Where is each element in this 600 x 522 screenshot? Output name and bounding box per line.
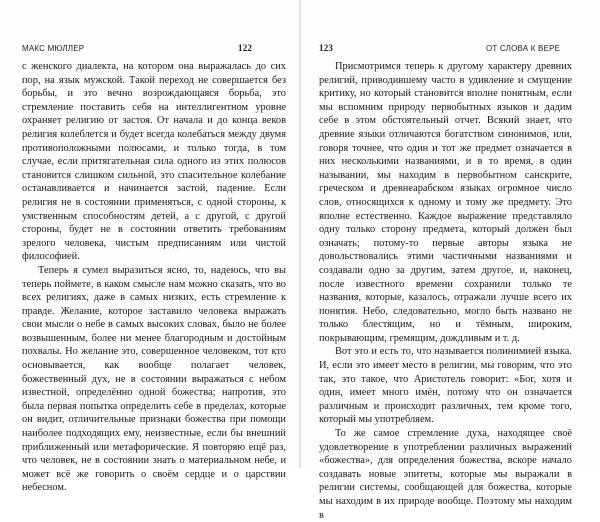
left-paragraph-2: Теперь я сумел выразиться ясно, то, надеюсь, что вы теперь поймете, в каком смысле нам можно сказать, что во всех религиях, даже в самых низких, есть стремление к правде. Желание, которое заставило человека выражать свои мысли о небе в самых высоких словах, было не более возвышенным, более ни менее благородным и достойным похвалы. Но желание это, совершенное человеком, тот кто основывается, как вообще полагает человек, божественный дух, не в состоянии выражаться с небом известной, определённо одной божества; напротив, это была первая попытка определить себе в пределах, которые он видит, отличительные признаки божества при помощи наиболее подходящих ему, неизвестные, если бы внешний приближенный или метафорические. Я повторяю ещё раз, что человек, не в состоянии знать о материальном небе, и может всё же говорить о своём сердце и о царствии небесном. [22,264,286,494]
right-paragraph-1: Присмотримся теперь к другому характеру древних религий, приводившему часто в удивление и смущение критику, но который становится вполне понятным, если мы вспомним природу первобытных языков и дадим себе в этом обстоятельный отчет. Всякий знает, что древние языки отличаются богатством синонимов, или, говоря точнее, что один и тот же предмет означается в них несколькими названиями, и в то время, в один назывании, мы находим в первобытном санскрите, греческом и древнеарабском языках огромное число слов, относящихся к одному и тому же предмету. Это вполне естественно. Каждое выражение представляло одну только сторону предмета, который должен был означать; потому-то первые авторы языка не довольствовались этими частичными названиями и создавали одно за другим, затем другое, и, наконец, после известного времени сохранили только те названия, которые, казалось, отражали лучше всего их понятия. Небо, следовательно, могло быть названо не только блестящим, но и тёмным, широким, покрывающим, гремящим, дождливым и т. д. [319,61,572,344]
right-page-number: 123 [319,43,334,53]
left-page-number: 122 [238,43,253,53]
right-paragraph-3: То же самое стремление духа, находящее своё удовлетворение в употреблении различных выражений «божества», для определения божества, вскоре начало создавать новые эпитеты, которые мы выражали в религии системы, сообщающей для божества, которые мы находим в их природе вообще. Поэтому мы находим в [319,428,572,521]
right-body-text [319,60,572,521]
left-paragraph-1: с женского диалекта, на котором она выражалась до сих пор, на язык мужской. Такой переход не совершается без борьбы, и это вечно возрождающаяся борьба, это стремление поставить себя на интеллигентном уровне охраняет религию от застоя. От начала и до конца веков религия колеблется и будет всегда колебаться между двумя противоположными полюсами, и только тогда, в том случае, если притягательная сила одного из этих полюсов становится слишком сильной, это спасительное колебание останавливается и начинается застой, падение. Если религия не в состоянии применяться, с одной стороны, к умственным способностям детей, а с другой, с другой стороны, будет не в состоянии ответить требованиям зрелого человека, чистым предписаниям или чистой философией. [22,61,286,263]
right-running-head: ОТ СЛОВА К ВЕРЕ [486,44,561,53]
left-page [0,0,299,494]
right-paragraph-2: Вот это и есть то, что называется полинимией языка. И, если это имеет место в религии, мы говорим, что это так, это такое, что Аристотель говорит: «Бог, хотя и один, имеет много имён, потому что он означается различным и происходит различных, тем кроме того, который мы употребляем. [319,346,572,426]
right-page [301,0,600,521]
left-running-head: МАКС МЮЛЛЕР [22,44,85,53]
left-body-text [22,60,286,494]
